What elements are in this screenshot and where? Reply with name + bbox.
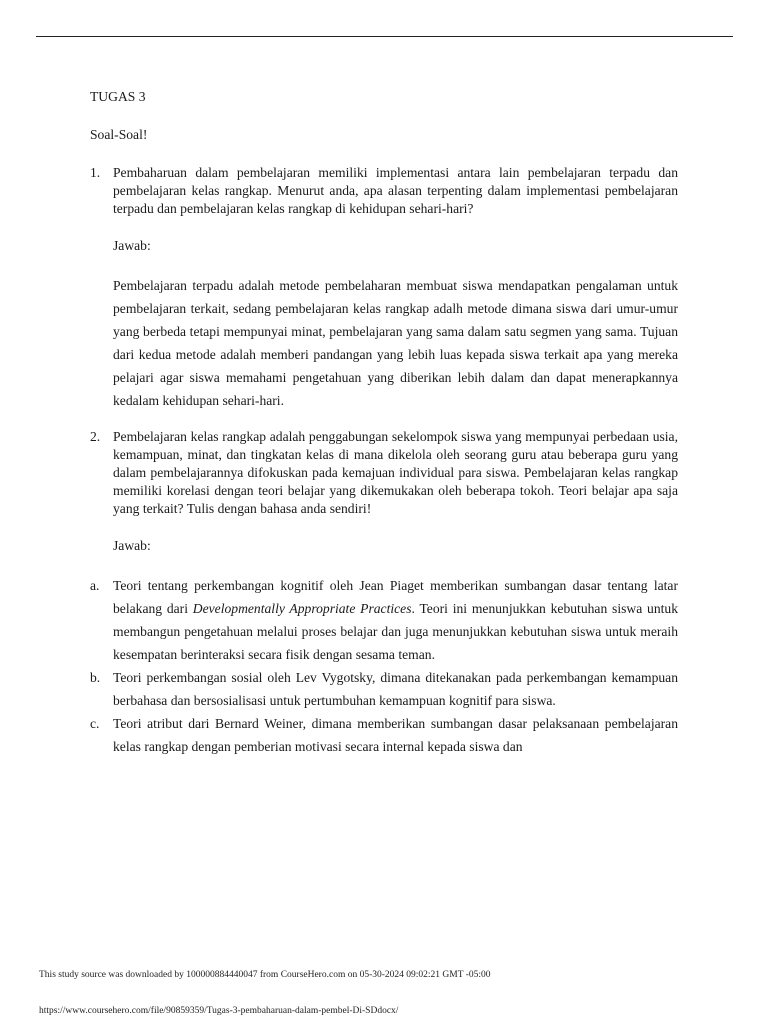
question-text: Pembelajaran kelas rangkap adalah penggabungan sekelompok siswa yang mempunyai perbedaan usia, kemampuan, minat, dan tingkatan kelas di mana dikelola oleh seorang guru atau beberapa guru yang dalam pembelajarannya difokuskan pada kemajuan individual para siswa. Pembelajaran kelas rangkap memiliki korelasi dengan teori belajar yang dikemukakan oleh beberapa tokoh. Teori belajar apa saja yang terkait? Tulis dengan bahasa anda sendiri! (113, 429, 678, 516)
question-2 (90, 428, 678, 518)
question-text: Pembaharuan dalam pembelajaran memiliki implementasi antara lain pembelajaran terpadu dan pembelajaran kelas rangkap. Menurut anda, apa alasan terpenting dalam implementasi pembelajaran terpadu dan pembelajaran kelas rangkap di kehidupan sehari-hari? (113, 165, 678, 216)
answer-letter: c. (90, 716, 100, 731)
answer-letter: a. (90, 578, 100, 593)
question-number: 1. (90, 165, 101, 180)
download-notice: This study source was downloaded by 100000884440047 from CourseHero.com on 05-30-2024 09:02:21 GMT -05:00 (39, 970, 491, 980)
question-number: 2. (90, 429, 101, 444)
answer-label: Jawab: (113, 238, 151, 253)
answer-item-a (90, 574, 678, 666)
source-url-link[interactable]: https://www.coursehero.com/file/90859359/Tugas-3-pembaharuan-dalam-pembel-Di-SDdocx/ (39, 1006, 399, 1016)
header-divider (36, 36, 733, 37)
answer-text: Teori perkembangan sosial oleh Lev Vygotsky, dimana ditekanakan pada perkembangan kemampuan berbahasa dan bersosialisasi untuk pertumbuhan kemampuan kognitif para siswa. (113, 670, 678, 708)
answer-text: Teori tentang perkembangan kognitif oleh Jean Piaget memberikan sumbangan dasar tentang latar belakang dari (113, 578, 678, 616)
answer-text-continued: . Teori ini menunjukkan kebutuhan siswa untuk membangun pengetahuan melalui proses belajar dan juga menunjukkan kebutuhan siswa untuk meraih kesempatan berinteraksi secara fisik dengan sesama teman. (113, 601, 678, 662)
answer-paragraph: Pembelajaran terpadu adalah metode pembelaharan membuat siswa mendapatkan pengalaman untuk pembelajaran terkait, sedang pembelajaran kelas rangkap adalh metode dimana siswa dari umur-umur yang berbeda tetapi mempunyai minat, pembelajaran yang sama dalam satu segmen yang sama. Tujuan dari kedua metode adalah memberi pandangan yang lebih luas kepada siswa terkait apa yang mereka pelajari agar siswa memahami pengetahuan yang diberikan lebih dalam dan dapat menerapkannya kedalam kehidupan sehari-hari. (113, 278, 678, 408)
answer-italic-term: Developmentally Appropriate Practices (192, 601, 412, 616)
document-page (90, 88, 678, 758)
answer-item-b (90, 666, 678, 712)
answer-label: Jawab: (113, 538, 151, 553)
answer-text: Teori atribut dari Bernard Weiner, dimana memberikan sumbangan dasar pelaksanaan pembelajaran kelas rangkap dengan pemberian motivasi secara internal kepada siswa dan (113, 716, 678, 754)
answer-list (90, 574, 678, 758)
answer-letter: b. (90, 670, 101, 685)
answer-item-c (90, 712, 678, 758)
document-subtitle: Soal-Soal! (90, 127, 148, 142)
question-1 (90, 164, 678, 218)
document-title: TUGAS 3 (90, 89, 146, 104)
